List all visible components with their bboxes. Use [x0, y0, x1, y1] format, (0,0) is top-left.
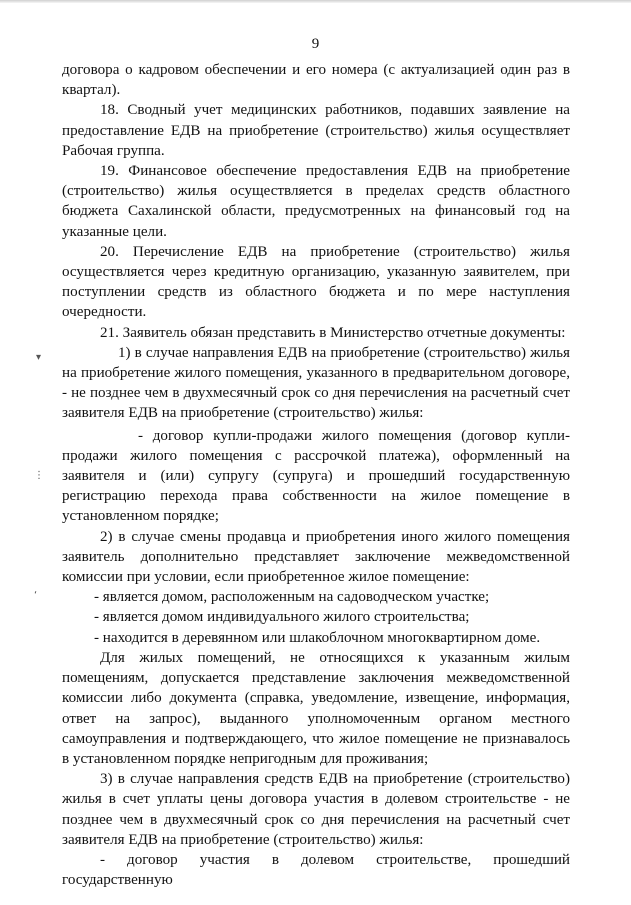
page-number: 9: [311, 36, 320, 52]
scan-mark: ⋮: [34, 470, 44, 481]
paragraph: - договор купли-продажи жилого помещения (договор купли-продажи жилого помещения с рассрочкой платежа), оформленный на заявителя и (или) супругу (супруга) и прошедший государственную регистрацию перехода права собственности на жилое помещение в установленном порядке;: [62, 427, 570, 525]
paragraph: 3) в случае направления средств ЕДВ на приобретение (строительство) жилья в счет уплаты цены договора участия в долевом строительстве - не позднее чем в двухмесячный срок со дня перечисления на расчетный счет заявителя ЕДВ на приобретение (строительство) жилья:: [62, 771, 570, 848]
paragraph: Для жилых помещений, не относящихся к указанным жилым помещениям, допускается представление заключения межведомственной комиссии либо документа (справка, уведомление, извещение, информация, ответ на запрос), выданного уполномоченным органом местного самоуправления и подтверждающего, что жилое помещение не признавалось в установленном порядке непригодным для проживания;: [62, 649, 570, 767]
paragraph: 2) в случае смены продавца и приобретения иного жилого помещения заявитель дополнительно представляет заключение межведомственной комиссии при условии, если приобретенное жилое помещение:: [62, 528, 570, 586]
document-body: [62, 60, 570, 890]
scan-mark: ‘: [34, 590, 38, 601]
paragraph: 20. Перечисление ЕДВ на приобретение (строительство) жилья осуществляется через кредитную организацию, указанную заявителем, при поступлении средств из областного бюджета и по мере наступления очередности.: [62, 243, 570, 321]
list-item: - является домом индивидуального жилого строительства;: [94, 609, 470, 626]
list-item: - находится в деревянном или шлакоблочном многоквартирном доме.: [94, 629, 541, 646]
paragraph: 1) в случае направления ЕДВ на приобретение (строительство) жилья на приобретение жилого помещения, указанного в предварительном договоре, - не позднее чем в двухмесячный срок со дня перечисления на расчетный счет заявителя ЕДВ на приобретение (строительство) жилья:: [62, 344, 570, 422]
scan-top-edge: [0, 0, 631, 3]
paragraph: - договор участия в долевом строительстве, прошедший государственную: [62, 851, 570, 889]
paragraph: 18. Сводный учет медицинских работников, подавших заявление на предоставление ЕДВ на приобретение (строительство) жилья осуществляет Рабочая группа.: [62, 102, 570, 159]
paragraph: договора о кадровом обеспечении и его номера (с актуализацией один раз в квартал).: [62, 62, 570, 99]
list-item: - является домом, расположенным на садоводческом участке;: [94, 589, 490, 606]
paragraph: 21. Заявитель обязан представить в Министерство отчетные документы:: [100, 324, 566, 341]
scan-mark: ▾: [36, 352, 42, 363]
paragraph: 19. Финансовое обеспечение предоставления ЕДВ на приобретение (строительство) жилья осуществляется в пределах средств областного бюджета Сахалинской области, предусмотренных на финансовый год на указанные цели.: [62, 163, 570, 240]
